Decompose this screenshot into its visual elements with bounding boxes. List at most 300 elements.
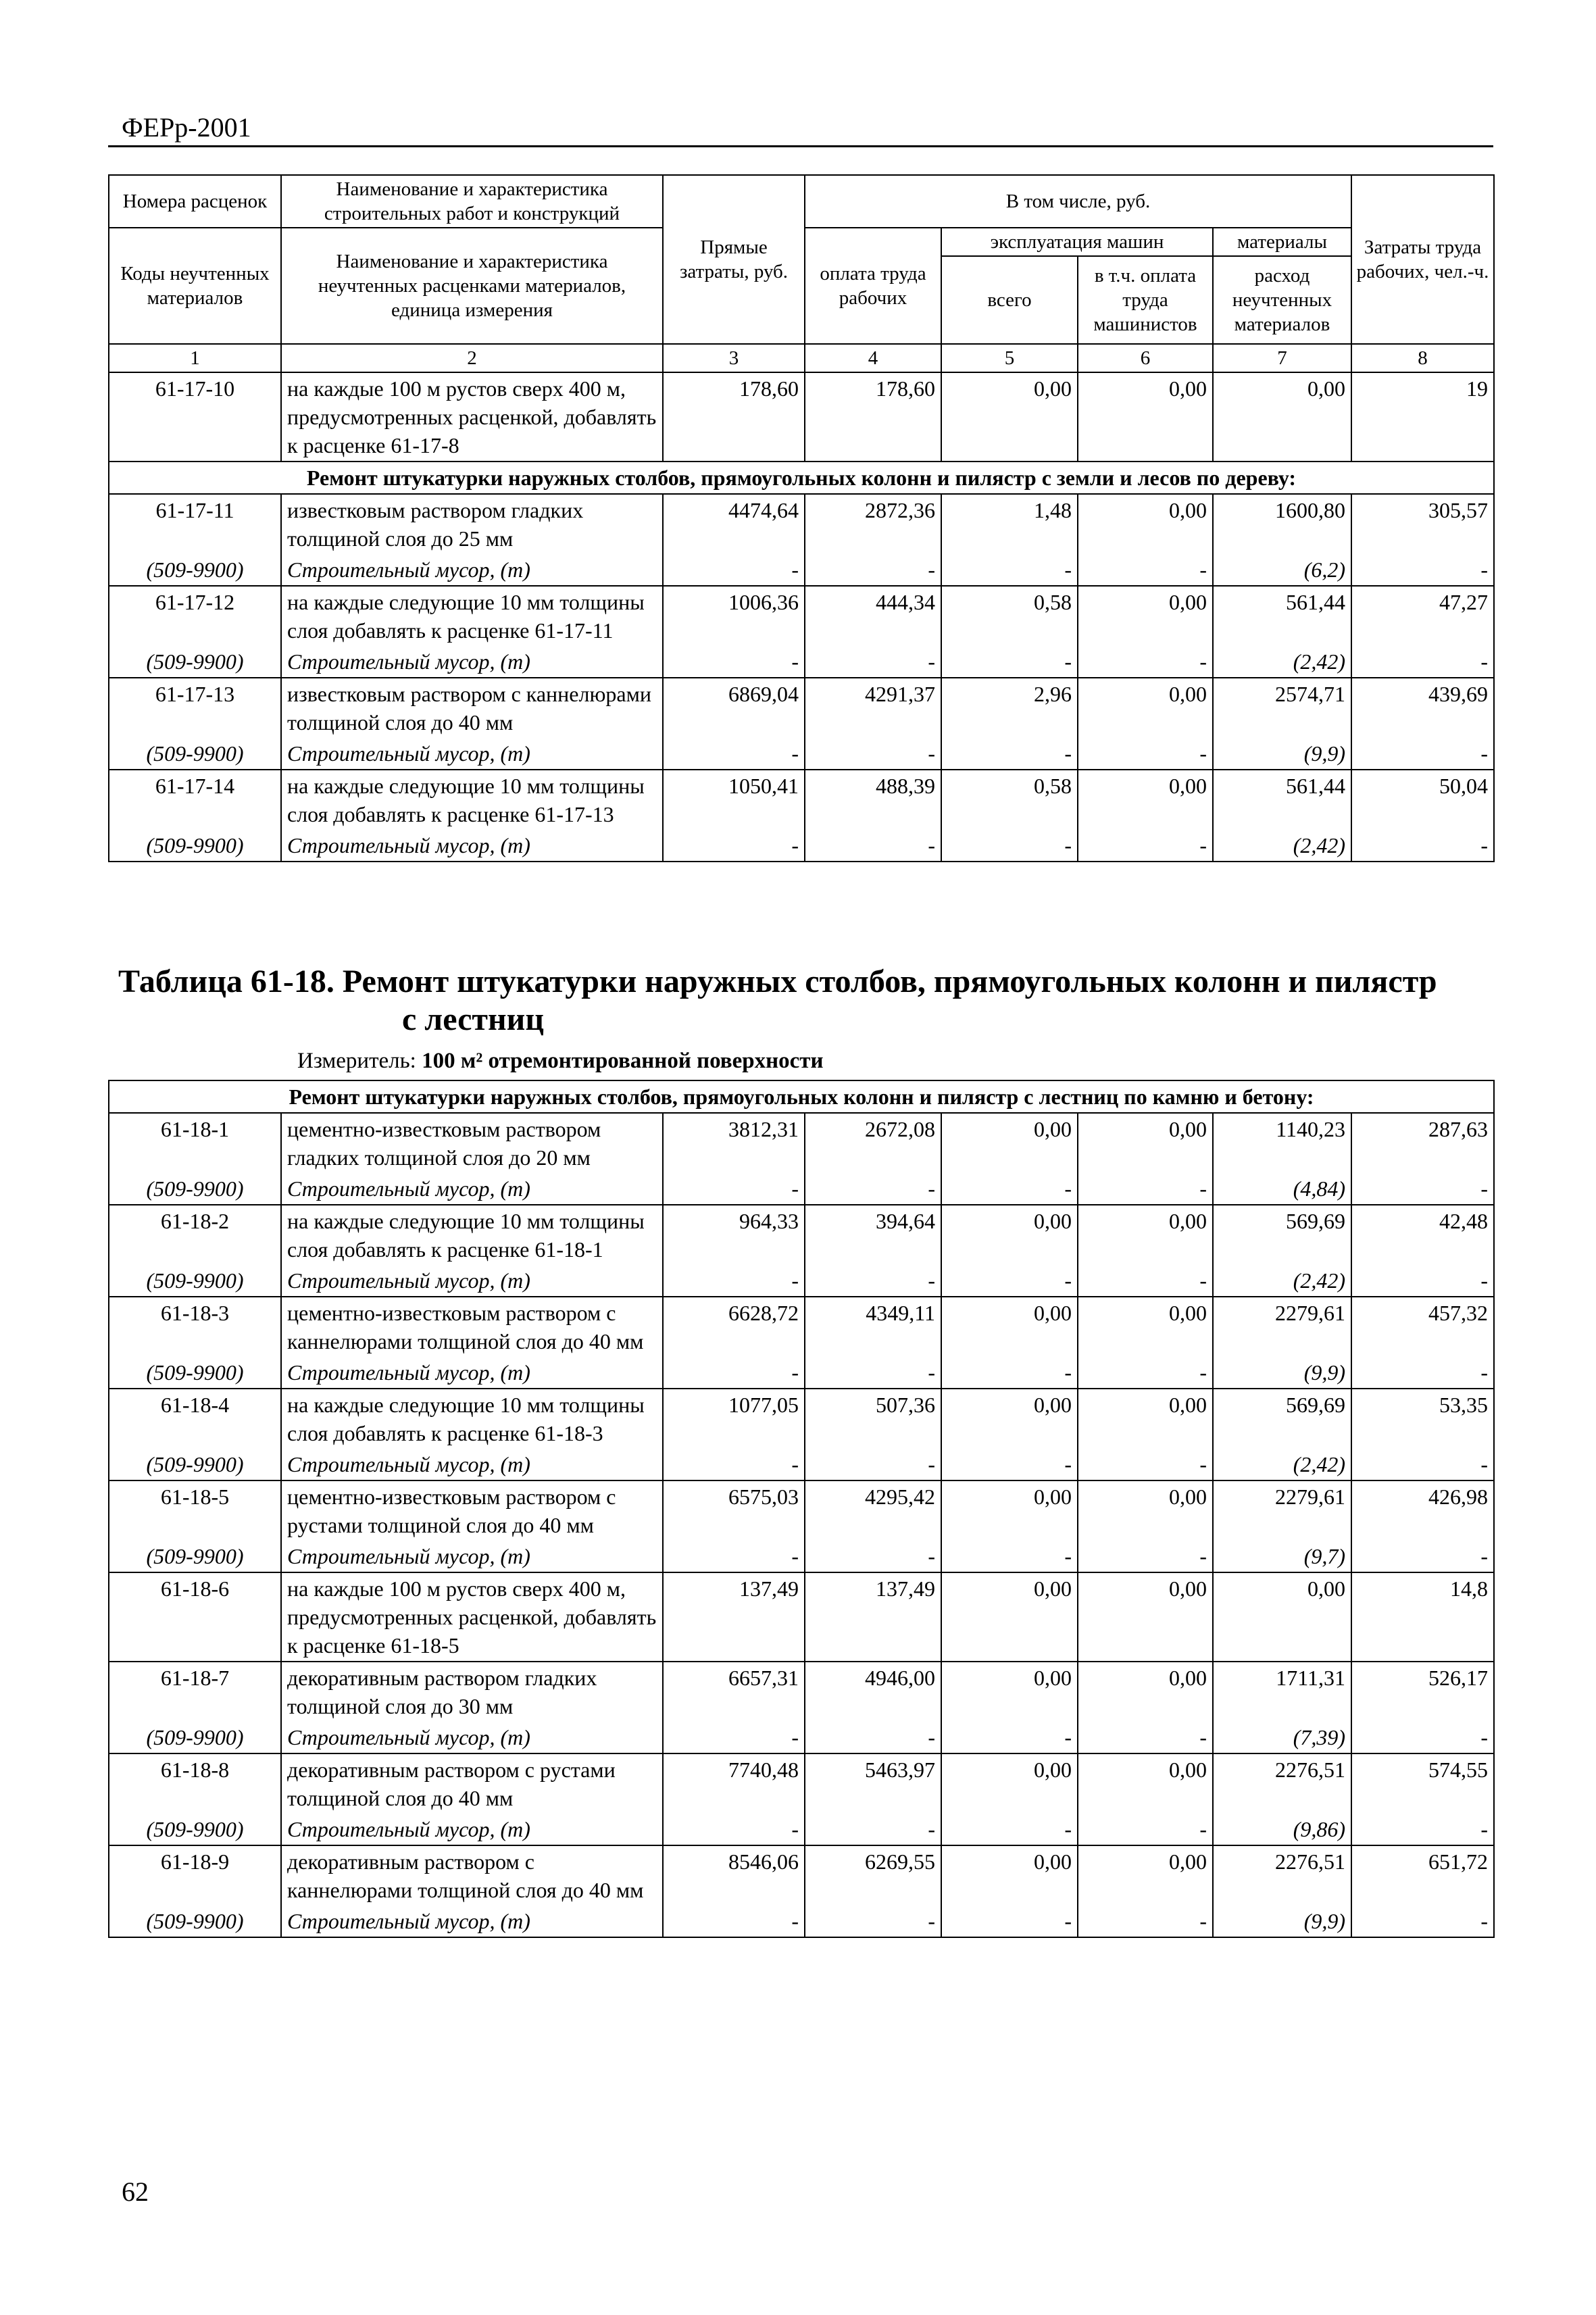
materials-cost: 0,00 (1213, 372, 1351, 462)
rate-code: 61-18-4 (160, 1393, 230, 1417)
material-operator-pay: - (1199, 557, 1207, 582)
code-cell (109, 586, 281, 646)
work-name: на каждые 100 м рустов сверх 400 м, предусмотренных расценкой, добавлять к расценке 61-17-8 (281, 372, 663, 462)
value-cell (941, 494, 1078, 554)
direct-costs: 4474,64 (728, 498, 799, 522)
value-cell (941, 678, 1078, 738)
value-cell (663, 770, 805, 830)
value-cell (941, 1297, 1078, 1357)
material-name-cell (281, 1449, 663, 1480)
material-value-cell (663, 646, 805, 678)
materials-cost: 2574,71 (1275, 682, 1345, 706)
material-value-cell (805, 830, 941, 862)
material-materials-cost: (9,9) (1303, 741, 1345, 766)
material-worker-pay: - (928, 1817, 935, 1841)
name-cell (281, 494, 663, 554)
material-value-cell (1351, 1814, 1494, 1845)
material-name: Строительный мусор, (т) (287, 1909, 530, 1933)
rate-code: 61-17-11 (155, 498, 234, 522)
code-cell (109, 770, 281, 830)
rates-table-61-18 (108, 1080, 1495, 1938)
material-code: (509-9900) (146, 1817, 244, 1841)
name-cell (281, 1753, 663, 1814)
material-value-cell (663, 1357, 805, 1389)
table-row (109, 678, 1494, 738)
material-value-cell (1351, 1541, 1494, 1572)
material-name-cell (281, 738, 663, 770)
material-name: Строительный мусор, (т) (287, 1452, 530, 1476)
worker-pay: 488,39 (876, 774, 935, 798)
table-row (109, 1297, 1494, 1357)
material-code-cell (109, 1722, 281, 1753)
material-value-cell (1213, 646, 1351, 678)
table-row (109, 494, 1494, 554)
code-cell (109, 1753, 281, 1814)
material-direct-costs: - (791, 1725, 799, 1749)
material-row (109, 738, 1494, 770)
value-cell (1351, 770, 1494, 830)
material-value-cell (1213, 1541, 1351, 1572)
worker-pay: 4349,11 (866, 1301, 935, 1325)
material-value-cell (941, 1449, 1078, 1480)
name-cell (281, 1480, 663, 1541)
material-worker-pay: - (928, 1360, 935, 1385)
material-value-cell (1078, 1449, 1213, 1480)
table-title-line-2: с лестниц (402, 1001, 544, 1037)
material-value-cell (941, 1265, 1078, 1297)
value-cell (805, 1297, 941, 1357)
material-code: (509-9900) (146, 1544, 244, 1568)
worker-pay: 5463,97 (865, 1758, 935, 1782)
material-materials-cost: (9,7) (1303, 1544, 1345, 1568)
material-row (109, 1173, 1494, 1205)
value-cell (663, 494, 805, 554)
value-cell (663, 1113, 805, 1173)
material-operator-pay: - (1199, 833, 1207, 857)
material-materials-cost: (2,42) (1293, 833, 1345, 857)
operator-pay: 0,00 (1169, 1393, 1207, 1417)
rate-code: 61-18-6 (160, 1576, 230, 1601)
material-row (109, 1541, 1494, 1572)
material-value-cell (1078, 830, 1213, 862)
labor-hours: 42,48 (1439, 1209, 1489, 1233)
value-cell (1078, 1845, 1213, 1906)
worker-pay: 178,60 (805, 372, 941, 462)
material-direct-costs: - (791, 1176, 799, 1201)
materials-cost: 1711,31 (1276, 1666, 1345, 1690)
material-value-cell (805, 1541, 941, 1572)
material-code: (509-9900) (146, 1268, 244, 1293)
value-cell (1213, 1205, 1351, 1265)
value-cell (1213, 494, 1351, 554)
name-cell (281, 1389, 663, 1449)
operator-pay: 0,00 (1169, 1485, 1207, 1509)
operator-pay: 0,00 (1169, 682, 1207, 706)
name-cell (281, 1662, 663, 1722)
material-value-cell (1213, 1906, 1351, 1937)
col-number: 2 (281, 344, 663, 372)
value-cell (1213, 1113, 1351, 1173)
material-code-cell (109, 1265, 281, 1297)
material-worker-pay: - (928, 1268, 935, 1293)
materials-cost: 569,69 (1286, 1393, 1345, 1417)
material-value-cell (1351, 1265, 1494, 1297)
value-cell (1213, 1480, 1351, 1541)
material-labor-hours: - (1480, 833, 1488, 857)
material-direct-costs: - (791, 1452, 799, 1476)
value-cell (805, 1572, 941, 1662)
material-operator-pay: - (1199, 1725, 1207, 1749)
work-name: на каждые следующие 10 мм толщины слоя добавлять к расценке 61-17-11 (287, 590, 645, 643)
material-value-cell (1351, 1357, 1494, 1389)
value-cell (805, 1662, 941, 1722)
value-cell (663, 1205, 805, 1265)
value-cell (663, 1753, 805, 1814)
table-row (109, 1480, 1494, 1541)
materials-cost: 2279,61 (1275, 1301, 1345, 1325)
material-value-cell (941, 1722, 1078, 1753)
material-name: Строительный мусор, (т) (287, 1268, 530, 1293)
labor-hours: 287,63 (1428, 1117, 1489, 1141)
material-row (109, 830, 1494, 862)
value-cell (1351, 1662, 1494, 1722)
value-cell (805, 1389, 941, 1449)
material-labor-hours: - (1480, 1817, 1489, 1841)
material-code-cell (109, 1906, 281, 1937)
col-header-direct-costs: Прямые затраты, руб. (663, 175, 805, 344)
section-title: Ремонт штукатурки наружных столбов, прямоугольных колонн и пилястр с лестниц по камню и бетону: (109, 1080, 1494, 1113)
operator-pay: 0,00 (1169, 1117, 1207, 1141)
material-value-cell (805, 1814, 941, 1845)
material-value-cell (1351, 1722, 1494, 1753)
material-labor-hours: - (1480, 1544, 1489, 1568)
value-cell (1078, 1753, 1213, 1814)
rate-code: 61-18-5 (160, 1485, 230, 1509)
value-cell (805, 1205, 941, 1265)
value-cell (941, 1662, 1078, 1722)
worker-pay: 4291,37 (865, 682, 935, 706)
worker-pay: 4295,42 (865, 1485, 935, 1509)
rate-code: 61-17-14 (155, 774, 235, 798)
material-value-cell (805, 1173, 941, 1205)
table-61-18-title (118, 963, 1503, 1039)
value-cell (1213, 1297, 1351, 1357)
operator-pay: 0,00 (1169, 1758, 1207, 1782)
material-value-cell (663, 1265, 805, 1297)
work-name: декоративным раствором гладких толщиной слоя до 30 мм (287, 1666, 597, 1718)
material-name: Строительный мусор, (т) (287, 1360, 530, 1385)
table-row (109, 1845, 1494, 1906)
value-cell (663, 586, 805, 646)
material-materials-cost: (4,84) (1293, 1176, 1345, 1201)
material-value-cell (663, 1173, 805, 1205)
material-labor-hours: - (1480, 649, 1488, 674)
material-value-cell (1213, 554, 1351, 586)
value-cell (1213, 1572, 1351, 1662)
table-row (109, 770, 1494, 830)
value-cell (941, 1845, 1078, 1906)
material-row (109, 1906, 1494, 1937)
value-cell (1213, 678, 1351, 738)
machine-total: 0,00 (1034, 1849, 1072, 1874)
material-machine-total: - (1064, 1725, 1072, 1749)
material-name-cell (281, 554, 663, 586)
value-cell (805, 1845, 941, 1906)
rate-code: 61-17-13 (155, 682, 235, 706)
material-worker-pay: - (928, 557, 935, 582)
measurement-unit (297, 1049, 823, 1074)
material-value-cell (941, 554, 1078, 586)
machine-total: 0,58 (1034, 774, 1072, 798)
code-cell (109, 494, 281, 554)
machine-total: 0,00 (1034, 1666, 1072, 1690)
material-value-cell (663, 1722, 805, 1753)
col-header-machine-total: всего (941, 256, 1078, 344)
operator-pay: 0,00 (1169, 1666, 1207, 1690)
material-name: Строительный мусор, (т) (287, 1544, 530, 1568)
material-name-cell (281, 1265, 663, 1297)
material-labor-hours: - (1480, 1909, 1489, 1933)
name-cell (281, 770, 663, 830)
material-worker-pay: - (928, 1725, 935, 1749)
material-machine-total: - (1064, 649, 1072, 674)
rate-code: 61-18-8 (160, 1758, 230, 1782)
code-cell (109, 1389, 281, 1449)
material-value-cell (805, 1449, 941, 1480)
value-cell (941, 1572, 1078, 1662)
value-cell (941, 770, 1078, 830)
material-name: Строительный мусор, (т) (287, 649, 530, 674)
material-value-cell (805, 1357, 941, 1389)
worker-pay: 137,49 (876, 1576, 935, 1601)
code-cell (109, 1845, 281, 1906)
col-header-worker-pay: оплата труда рабочих (805, 228, 941, 344)
material-value-cell (663, 1906, 805, 1937)
work-name: декоративным раствором с рустами толщиной слоя до 40 мм (287, 1758, 616, 1810)
labor-hours: 651,72 (1428, 1849, 1489, 1874)
material-name-cell (281, 1541, 663, 1572)
col-number: 7 (1213, 344, 1351, 372)
material-name-cell (281, 1173, 663, 1205)
material-value-cell (941, 1357, 1078, 1389)
name-cell (281, 1845, 663, 1906)
material-value-cell (1078, 1541, 1213, 1572)
table-row (109, 1572, 1494, 1662)
material-materials-cost: (2,42) (1293, 1452, 1345, 1476)
col-header-materials: материалы (1213, 228, 1351, 256)
material-direct-costs: - (791, 1268, 799, 1293)
material-machine-total: - (1064, 557, 1072, 582)
material-materials-cost: (7,39) (1293, 1725, 1345, 1749)
operator-pay: 0,00 (1078, 372, 1213, 462)
machine-total: 0,00 (1034, 1117, 1072, 1141)
material-code-cell (109, 738, 281, 770)
material-value-cell (805, 1906, 941, 1937)
direct-costs: 6575,03 (728, 1485, 799, 1509)
material-value-cell (1213, 1722, 1351, 1753)
labor-hours: 47,27 (1439, 590, 1488, 614)
name-cell (281, 1113, 663, 1173)
col-number: 5 (941, 344, 1078, 372)
material-value-cell (1078, 738, 1213, 770)
work-name: на каждые следующие 10 мм толщины слоя добавлять к расценке 61-17-13 (287, 774, 645, 826)
material-value-cell (941, 738, 1078, 770)
material-name: Строительный мусор, (т) (287, 1176, 530, 1201)
material-name: Строительный мусор, (т) (287, 833, 530, 857)
material-value-cell (1351, 646, 1494, 678)
material-value-cell (663, 830, 805, 862)
value-cell (1213, 1662, 1351, 1722)
name-cell (281, 1572, 663, 1662)
labor-hours: 19 (1351, 372, 1494, 462)
value-cell (1213, 1753, 1351, 1814)
work-name: на каждые 100 м рустов сверх 400 м, предусмотренных расценкой, добавлять к расценке 61-18-5 (287, 1576, 657, 1658)
col-number: 1 (109, 344, 281, 372)
material-machine-total: - (1064, 1268, 1072, 1293)
value-cell (663, 1480, 805, 1541)
material-code-cell (109, 1449, 281, 1480)
operator-pay: 0,00 (1169, 498, 1207, 522)
material-value-cell (1213, 1814, 1351, 1845)
col-header-including: В том числе, руб. (805, 175, 1351, 228)
machine-total: 0,00 (1034, 1209, 1072, 1233)
material-machine-total: - (1064, 833, 1072, 857)
material-direct-costs: - (791, 833, 799, 857)
material-row (109, 1814, 1494, 1845)
material-operator-pay: - (1199, 1909, 1207, 1933)
material-value-cell (663, 1814, 805, 1845)
worker-pay: 394,64 (876, 1209, 935, 1233)
work-name: цементно-известковым раствором с каннелюрами толщиной слоя до 40 мм (287, 1301, 644, 1353)
value-cell (941, 1480, 1078, 1541)
worker-pay: 6269,55 (865, 1849, 935, 1874)
material-code: (509-9900) (146, 557, 244, 582)
operator-pay: 0,00 (1169, 1576, 1207, 1601)
material-operator-pay: - (1199, 1360, 1207, 1385)
material-value-cell (1213, 830, 1351, 862)
value-cell (1213, 1845, 1351, 1906)
material-labor-hours: - (1480, 1452, 1489, 1476)
operator-pay: 0,00 (1169, 1209, 1207, 1233)
material-value-cell (1078, 1814, 1213, 1845)
material-operator-pay: - (1199, 741, 1207, 766)
materials-cost: 1140,23 (1276, 1117, 1345, 1141)
material-direct-costs: - (791, 557, 799, 582)
code-cell (109, 1572, 281, 1662)
rate-code: 61-18-7 (160, 1666, 230, 1690)
value-cell (663, 1389, 805, 1449)
material-machine-total: - (1064, 1176, 1072, 1201)
material-name: Строительный мусор, (т) (287, 1725, 530, 1749)
code-cell (109, 1205, 281, 1265)
machine-total: 0,00 (1034, 1301, 1072, 1325)
material-worker-pay: - (928, 1544, 935, 1568)
material-name-cell (281, 1722, 663, 1753)
name-cell (281, 678, 663, 738)
material-value-cell (663, 1449, 805, 1480)
code-cell (109, 678, 281, 738)
material-value-cell (805, 738, 941, 770)
material-machine-total: - (1064, 1452, 1072, 1476)
work-name: цементно-известковым раствором гладких толщиной слоя до 20 мм (287, 1117, 601, 1170)
value-cell (1351, 586, 1494, 646)
work-name: цементно-известковым раствором с рустами толщиной слоя до 40 мм (287, 1485, 616, 1537)
machine-total: 0,00 (1034, 1485, 1072, 1509)
value-cell (663, 678, 805, 738)
value-cell (1351, 1205, 1494, 1265)
material-code: (509-9900) (146, 1909, 244, 1933)
table-row (109, 1205, 1494, 1265)
value-cell (1078, 586, 1213, 646)
value-cell (1078, 1389, 1213, 1449)
col-header-work-name: Наименование и характеристика строительных работ и конструкций (281, 175, 663, 228)
material-code-cell (109, 554, 281, 586)
material-code-cell (109, 1814, 281, 1845)
col-header-unaccounted-materials: расход неучтенных материалов (1213, 256, 1351, 344)
material-value-cell (1351, 1906, 1494, 1937)
rates-table-61-17 (108, 174, 1495, 862)
rate-code: 61-17-10 (155, 376, 235, 401)
work-name: на каждые следующие 10 мм толщины слоя добавлять к расценке 61-18-1 (287, 1209, 645, 1262)
code-cell (109, 1113, 281, 1173)
material-operator-pay: - (1199, 1176, 1207, 1201)
value-cell (1213, 1389, 1351, 1449)
materials-cost: 2276,51 (1275, 1758, 1345, 1782)
material-worker-pay: - (928, 741, 935, 766)
material-value-cell (1351, 830, 1494, 862)
material-name-cell (281, 1814, 663, 1845)
value-cell (805, 770, 941, 830)
rate-code: 61-18-9 (160, 1849, 230, 1874)
value-cell (941, 586, 1078, 646)
value-cell (1351, 1113, 1494, 1173)
material-operator-pay: - (1199, 1817, 1207, 1841)
rate-code: 61-17-12 (155, 590, 235, 614)
material-row (109, 1449, 1494, 1480)
material-machine-total: - (1064, 741, 1072, 766)
worker-pay: 2672,08 (865, 1117, 935, 1141)
material-value-cell (1078, 1173, 1213, 1205)
material-value-cell (941, 646, 1078, 678)
header-rule (108, 145, 1493, 147)
name-cell (281, 586, 663, 646)
value-cell (1351, 678, 1494, 738)
material-worker-pay: - (928, 1909, 935, 1933)
value-cell (805, 1113, 941, 1173)
materials-cost: 2279,61 (1275, 1485, 1345, 1509)
material-value-cell (1078, 1265, 1213, 1297)
material-row (109, 1357, 1494, 1389)
material-materials-cost: (6,2) (1303, 557, 1345, 582)
material-value-cell (663, 1541, 805, 1572)
material-materials-cost: (9,9) (1303, 1909, 1345, 1933)
material-value-cell (1213, 738, 1351, 770)
material-value-cell (1213, 1357, 1351, 1389)
operator-pay: 0,00 (1169, 774, 1207, 798)
material-code-cell (109, 1357, 281, 1389)
machine-total: 0,00 (1034, 1576, 1072, 1601)
value-cell (1351, 1389, 1494, 1449)
labor-hours: 574,55 (1428, 1758, 1489, 1782)
value-cell (663, 1662, 805, 1722)
material-value-cell (1213, 1173, 1351, 1205)
material-code: (509-9900) (146, 1176, 244, 1201)
labor-hours: 14,8 (1450, 1576, 1489, 1601)
material-worker-pay: - (928, 833, 935, 857)
work-name: декоративным раствором с каннелюрами толщиной слоя до 40 мм (287, 1849, 644, 1902)
direct-costs: 8546,06 (728, 1849, 799, 1874)
direct-costs: 1006,36 (728, 590, 799, 614)
